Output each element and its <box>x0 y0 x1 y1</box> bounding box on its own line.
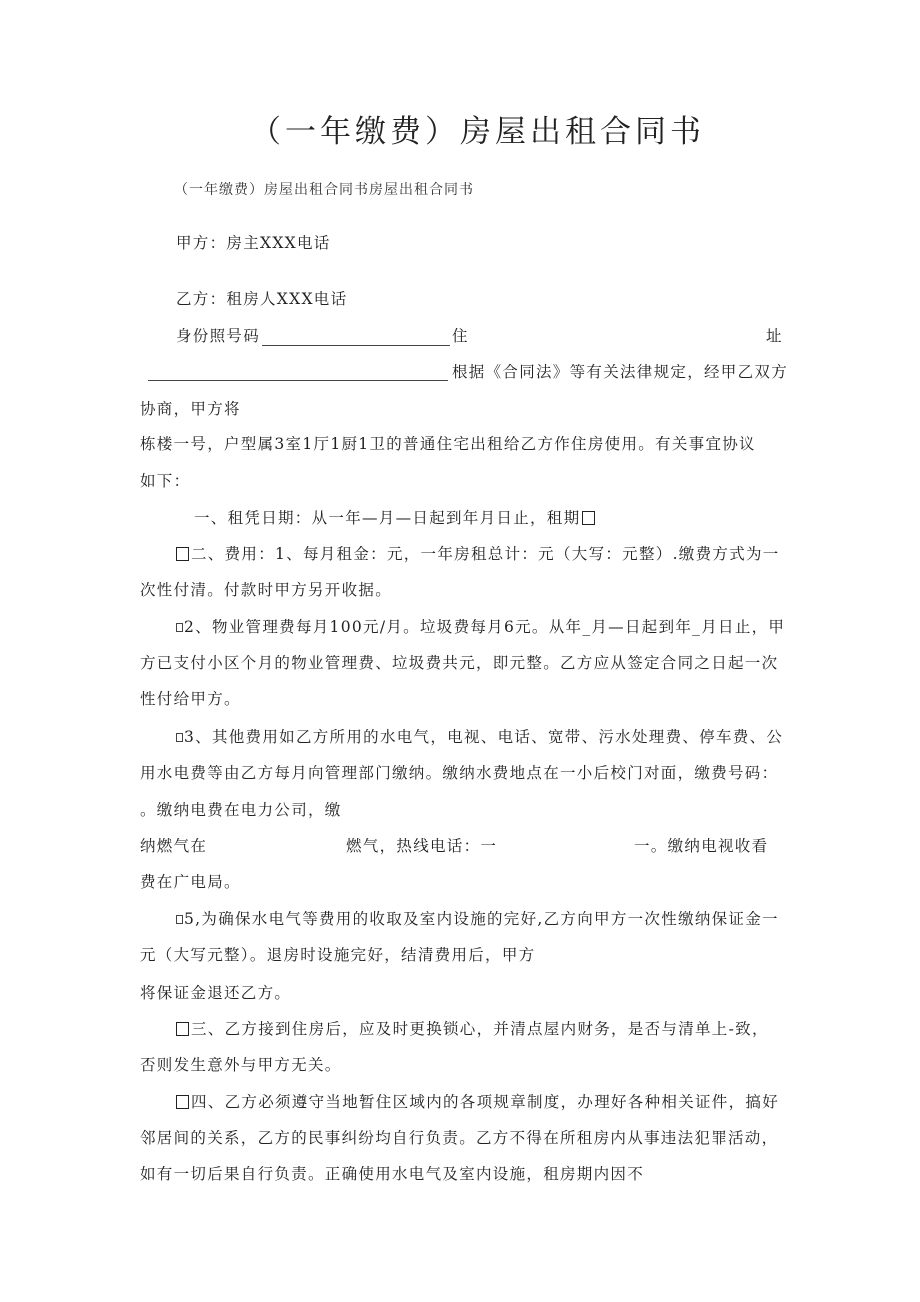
clause-2b-line-1 <box>176 617 785 637</box>
intro-line-2: 协商，甲方将 <box>140 400 241 418</box>
clause-1-text: 一、租凭日期：从一年—月—日起到年月日止，租期 <box>194 509 581 527</box>
clause-2c-line-4c: 一。缴纳电视收看 <box>634 837 769 855</box>
party-b-line: 乙方：租房人XXX电话 <box>176 290 348 308</box>
clause-2c-line-5: 费在广电局。 <box>140 873 241 891</box>
document-title: （一年缴费）房屋出租合同书 <box>250 114 705 150</box>
checkbox-box <box>176 733 183 742</box>
clause-2c-line-3: 。缴纳电费在电力公司，缴 <box>140 801 342 819</box>
clause-1-line-1 <box>194 508 597 528</box>
clause-2e-line-3: 将保证金退还乙方。 <box>140 984 292 1002</box>
intro-line-1: 根据《合同法》等有关法律规定，经甲乙双方 <box>452 363 789 381</box>
address-blank <box>148 380 448 381</box>
checkbox-box <box>176 547 189 561</box>
checkbox-box <box>176 1022 189 1036</box>
clause-2c-line-4a: 纳燃气在 <box>140 837 208 855</box>
clause-2-line-2: 次性付清。付款时甲方另开收据。 <box>140 581 393 599</box>
clause-2-line-1 <box>176 544 780 564</box>
clause-2c-text: 3、其他费用如乙方所用的水电气，电视、电话、宽带、污水处理费、停车费、公 <box>184 728 784 746</box>
intro-line-3: 栋楼一号，户型属3室1厅1厨1卫的普通住宅出租给乙方作住房使用。有关事宜协议 <box>140 435 756 453</box>
address-label-end: 址 <box>766 327 783 345</box>
clause-2e-line-2: 元（大写元整）。退房时设施完好，结清费用后，甲方 <box>140 946 536 964</box>
clause-4-text: 四、乙方必须遵守当地暂住区域内的各项规章制度，办理好各种相关证件，搞好 <box>191 1093 780 1111</box>
clause-3-text: 三、乙方接到住房后，应及时更换锁心，并清点屋内财务，是否与清单上-致， <box>191 1020 769 1038</box>
clause-2c-line-4b: 燃气，热线电话：一 <box>346 837 498 855</box>
clause-2c-line-2: 用水电费等由乙方每月向管理部门缴纳。缴纳水费地点在一小后校门对面，缴费号码： <box>140 764 779 782</box>
clause-2-text: 二、费用：1、每月租金：元，一年房租总计：元（大写：元整）.缴费方式为一 <box>191 545 780 563</box>
id-number-label: 身份照号码 <box>176 327 261 345</box>
clause-2c-line-1 <box>176 727 783 747</box>
intro-line-4: 如下： <box>140 472 191 490</box>
checkbox-box <box>582 511 595 525</box>
party-a-line: 甲方：房主XXX电话 <box>176 234 331 252</box>
clause-3-line-2: 否则发生意外与甲方无关。 <box>140 1056 342 1074</box>
checkbox-box <box>176 1095 189 1109</box>
checkbox-box <box>176 915 183 924</box>
clause-4-line-2: 邻居间的关系，乙方的民事纠纷均自行负责。乙方不得在所租房内从事违法犯罪活动， <box>140 1129 779 1147</box>
clause-2e-line-1 <box>176 909 779 929</box>
id-number-blank <box>262 345 450 346</box>
clause-3-line-1 <box>176 1019 769 1039</box>
clause-2e-text: 5,为确保水电气等费用的收取及室内设施的完好,乙方向甲方一次性缴纳保证金一 <box>184 910 779 928</box>
clause-4-line-3: 如有一切后果自行负责。正确使用水电气及室内设施，租房期内因不 <box>140 1165 645 1183</box>
checkbox-box <box>176 623 183 632</box>
clause-2b-text: 2、物业管理费每月100元/月。垃圾费每月6元。从年_月—日起到年_月日止，甲 <box>184 618 786 636</box>
clause-4-line-1 <box>176 1092 779 1112</box>
clause-2b-line-2: 方已支付小区个月的物业管理费、垃圾费共元，即元整。乙方应从签定合同之日起一次 <box>140 654 779 672</box>
clause-2b-line-3: 性付给甲方。 <box>140 690 241 708</box>
document-subtitle: （一年缴费）房屋出租合同书房屋出租合同书 <box>174 182 474 198</box>
address-label-start: 住 <box>452 327 469 345</box>
